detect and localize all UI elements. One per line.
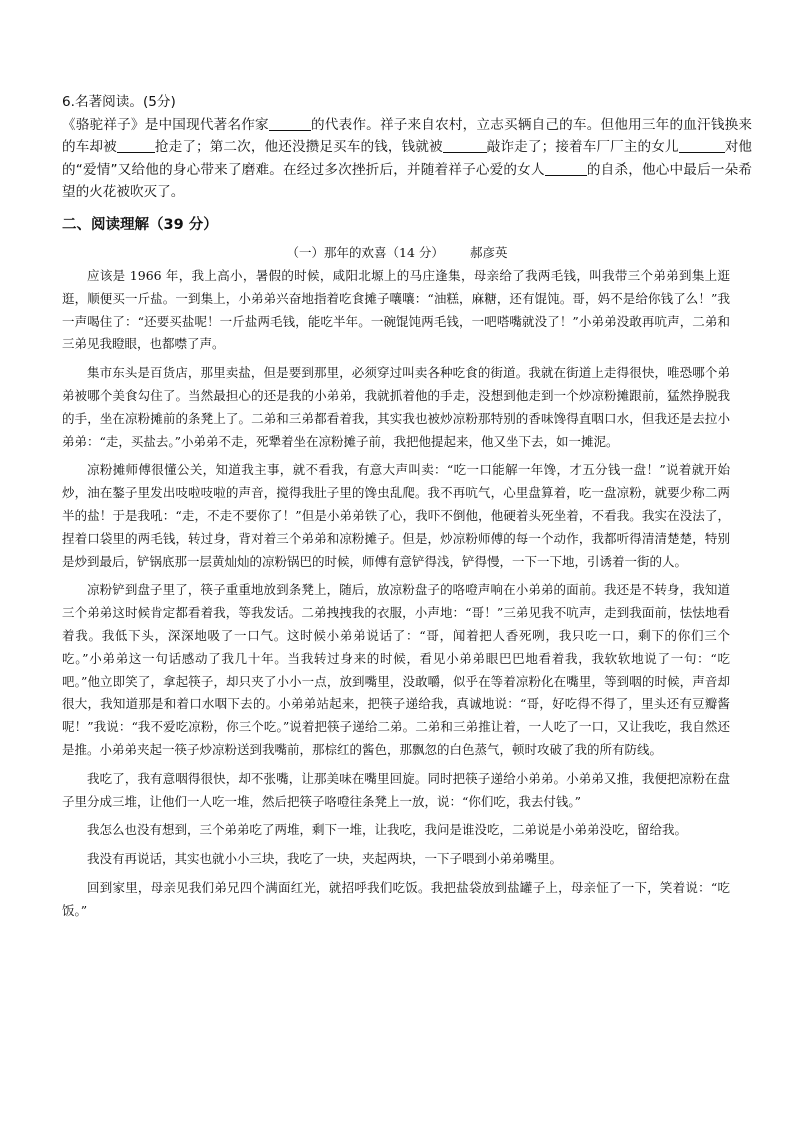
section-title: 二、阅读理解（39 分） (62, 217, 218, 233)
article-paragraph: 回到家里，母亲见我们弟兄四个满面红光，就招呼我们吃饭。我把盐袋放到盐罐子上，母亲怔了一下，笑着说：“吃饭。” (62, 879, 730, 918)
article-body (62, 265, 730, 929)
article-paragraph: 我吃了，我有意咽得很快，却不张嘴，让那美味在嘴里回旋。同时把筷子递给小弟弟。小弟弟又推，我便把凉粉在盘子里分成三堆，让他们一人吃一堆，然后把筷子咯噔往条凳上一放，说：“你们吃，我去付钱。” (62, 770, 730, 809)
blank-author[interactable] (269, 115, 311, 131)
q6-text-4: 敲诈走了；接着车厂厂主的女儿 (486, 139, 679, 155)
article-paragraph: 我怎么也没有想到，三个弟弟吃了两堆，剩下一堆，让我吃，我问是谁没吃，二弟说是小弟弟没吃，留给我。 (87, 822, 688, 838)
blank-1[interactable] (117, 137, 155, 153)
blank-2[interactable] (443, 137, 487, 153)
q6-text-5: 对他的“爱情”又给他的身心带来了磨难。在经过多次挫折后，并随着祥子心爱的女人 (62, 139, 753, 178)
blank-3[interactable] (679, 137, 725, 153)
article-paragraph: 凉粉摊师傅很懂公关，知道我主事，就不看我，有意大声叫卖：“吃一口能解一年馋，才五分钱一盘！”说着就开始炒，油在鏊子里发出吱啦吱啦的声音，搅得我肚子里的馋虫乱爬。我不再吭气，心里盘算着，吃一盘凉粉，就要少称二两半的盐！于是我吼：“走，不走不要你了！”但是小弟弟铁了心，我吓不倒他，他硬着头死坐着，不看我。我实在没法了，捏着口袋里的两毛钱，转过身，背对着三个弟弟和凉粉摊子。但是，炒凉粉师傅的每一个动作，我都听得清清楚楚，特别是炒到最后，铲锅底那一层黄灿灿的凉粉锅巴的时候，师傅有意铲得浅，铲得慢，一下一下地，引诱着一街的人。 (62, 462, 730, 569)
q6-text-6: 的自杀，他心中最后一朵希望的火花被吹灭了。 (62, 161, 752, 200)
blank-4[interactable] (545, 160, 587, 176)
q6-text-1: 《骆驼祥子》是中国现代著名作家 (62, 116, 269, 133)
question-6-body (62, 114, 752, 204)
article-paragraph: 我没有再说话，其实也就小小三块，我吃了一块，夹起两块，一下子喂到小弟弟嘴里。 (87, 851, 563, 867)
article-author: 郝彦英 (469, 245, 508, 260)
article-paragraph: 凉粉铲到盘子里了，筷子重重地放到条凳上，随后，放凉粉盘子的咯噔声响在小弟弟的面前。我还是不转身，我知道三个弟弟这时候肯定都看着我，等我发话。二弟拽拽我的衣服，小声地：“哥！”三弟见我不吭声，走到我面前，怯怯地看着我。我低下头，深深地吸了一口气。这时候小弟弟说话了：“哥，闻着把人香死咧，我只吃一口，剩下的你们三个吃。”小弟弟这一句话感动了我几十年。当我转过身来的时候，看见小弟弟眼巴巴地看着我，我软软地说了一句：“吃吧。”他立即笑了，拿起筷子，却只夹了小小一点，放到嘴里，没敢嚼，似乎在等着凉粉化在嘴里，等到咽的时候，声音却很大，我知道那是和着口水咽下去的。小弟弟站起来，把筷子递给我，真诚地说：“哥，好吃得不得了，里头还有豆瓣酱呢！”我说：“我不爱吃凉粉，你三个吃。”说着把筷子递给二弟。二弟和三弟推让着，一人吃了一口，又让我吃，我自然还是推。小弟弟夹起一筷子炒凉粉送到我嘴前，那棕红的酱色，那飘忽的白色蒸气，顿时攻破了我的所有防线。 (62, 582, 730, 757)
question-6 (62, 91, 752, 204)
q6-text-3: 抢走了；第二次，他还没攒足买车的钱，钱就被 (154, 139, 443, 155)
question-6-heading: 6.名著阅读。(5分) (62, 94, 176, 110)
article-title-line (0, 243, 794, 261)
article-paragraph: 集市东头是百货店，那里卖盐，但是要到那里，必须穿过叫卖各种吃食的街道。我就在街道上走得很快，唯恐哪个弟弟被哪个美食勾住了。当然最担心的还是我的小弟弟，我就抓着他的手走，没想到他走到一个炒凉粉摊跟前，猛然挣脱我的手，坐在凉粉摊前的条凳上了。二弟和三弟都看着我，其实我也被炒凉粉那特别的香味馋得直咽口水，但我还是去拉小弟弟：“走，买盐去。”小弟弟不走，死犟着坐在凉粉摊子前，我把他提起来，他又坐下去，如一摊泥。 (62, 365, 730, 449)
article-title: （一）那年的欢喜（14 分） (286, 245, 444, 260)
article-paragraph: 应该是 1966 年，我上高小，暑假的时候，咸阳北塬上的马庄逢集，母亲给了我两毛钱，叫我带三个弟弟到集上逛逛，顺便买一斤盐。一到集上，小弟弟兴奋地指着吃食摊子嚷嚷：“油糕，麻糖，还有馄饨。哥，妈不是给你钱了么！”我一声喝住了：“还要买盐呢！一斤盐两毛钱，能吃半年。一碗馄饨两毛钱，一吧嗒嘴就没了！”小弟弟没敢再吭声，二弟和三弟见我瞪眼，也都噤了声。 (62, 268, 730, 352)
q6-text-2: 的代表作。祥子来自农村，立志买辆自己的车。但他用三年的血汗钱换来的车却被 (62, 116, 753, 155)
